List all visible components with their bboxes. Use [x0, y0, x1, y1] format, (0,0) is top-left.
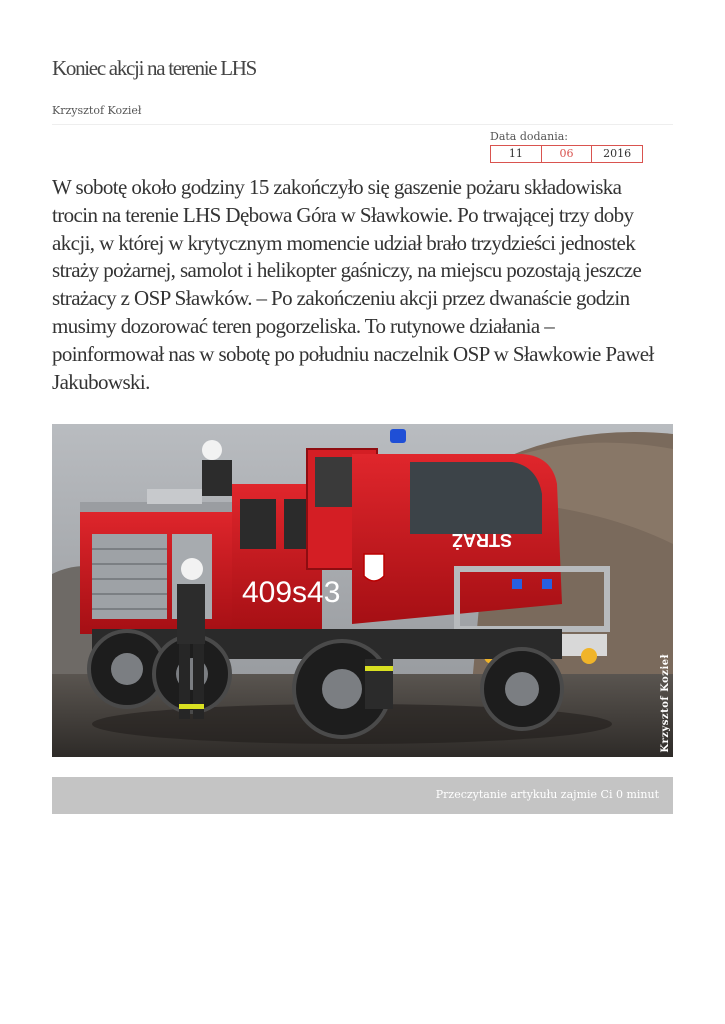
article-title: Koniec akcji na terenie LHS	[52, 56, 256, 80]
header-divider	[52, 124, 673, 125]
reading-time-bar	[52, 777, 673, 814]
cab-sign: STRAŻ	[452, 530, 512, 550]
fire-truck-photo	[52, 424, 673, 757]
date-box	[490, 145, 643, 163]
photo-credit: Krzysztof Kozieł	[660, 654, 671, 753]
article-author: Krzysztof Kozieł	[52, 104, 142, 117]
article-photo	[52, 424, 673, 757]
reading-time-text: Przeczytanie artykułu zajmie Ci 0 minut	[435, 788, 659, 801]
date-label: Data dodania:	[490, 130, 568, 143]
date-month: 06	[541, 146, 592, 162]
date-day: 11	[508, 147, 523, 160]
truck-number: 409s43	[242, 576, 341, 609]
date-year: 2016	[591, 146, 642, 162]
article-lead: W sobotę około godziny 15 zakończyło się gaszenie pożaru składowiska trocin na terenie LHS Dębowa Góra w Sławkowie. Po trwającej trzy doby akcji, w której w krytycznym momencie udział brało trzydzieści jednostek straży pożarnej, samolot i helikopter gaśniczy, na miejscu pozostają jeszcze strażacy z OSP Sławków. – Po zakończeniu akcji przez dwanaście godzin musimy dozorować teren pogorzeliska. To rutynowe działania – poinformował nas w sobotę po południu naczelnik OSP w Sławkowie Paweł Jakubowski.	[52, 175, 654, 394]
